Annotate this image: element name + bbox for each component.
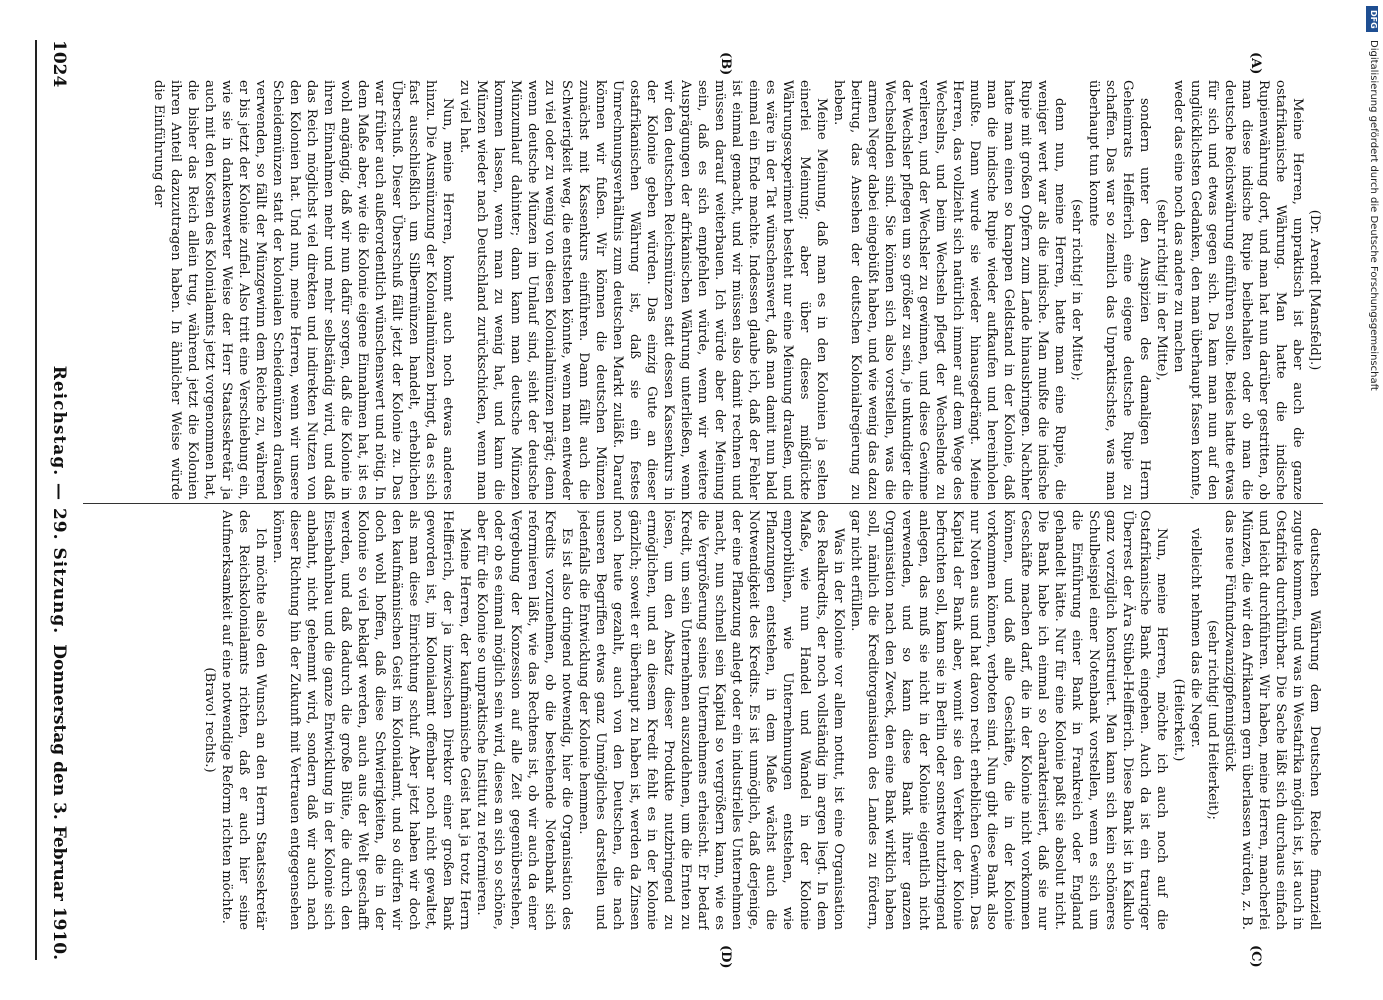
paragraph: vielleicht nehmen das die Neger.	[1188, 528, 1203, 748]
paragraph: Meine Herren, der kaufmännische Geist hat ja trotz Herrn Helfferich, der ja inzwischen Direktor einer großen Bank geworden ist, im Kolonialamt offenbar noch nicht gewaltet, als man diese Einrichtung schuf. Aber jetzt haben wir doch den kaufmännischen Geist im Kolonialamt, und so dürfen wir doch wohl hoffen, daß diese Schwierigkeiten, die in der Kolonie so viel beklagt werden, auch aus der Welt geschafft werden, und daß dadurch die große Blüte, die durch den Eisenbahnbau und die ganze Entwicklung in der Kolonie sich anbahnt, nicht gehemmt wird, sondern daß wir auch nach dieser Richtung hin der Zukunft mit Vertrauen entgegensehen können.	[270, 510, 472, 930]
session-date: Donnerstag den 3. Februar 1910.	[49, 644, 69, 960]
margin-label-d: (D)	[718, 945, 733, 969]
digitization-credit: Digitalisierung gefördert durch die Deutsche Forschungsgemeinschaft	[1368, 40, 1379, 391]
column-divider	[83, 503, 1323, 504]
speaker-line: (Dr. Arendt [Mansfeld].)	[1307, 209, 1322, 371]
interjection: (Heiterkeit.)	[1171, 678, 1186, 762]
left-column	[83, 80, 1323, 500]
header-rule	[35, 40, 37, 960]
page-number: 1024	[49, 40, 69, 88]
paragraph: Was in der Kolonie vor allem nottut, ist eine Organisation des Realkredits, der noch vollständig im argen liegt. In dem Maße, wie nun Handel und Wandel in der Kolonie emporblühen, wie Unternehmungen entstehen, wie Pflanzungen entstehen, in dem Maße wächst auch die Notwendigkeit des Kredits. Es ist unmöglich, daß derjenige, der eine Pflanzung anlegt oder ein industrielles Unternehmen macht, nun schnell sein Kapital so vergrößern kann, wie es die Vergrößerung seines Unternehmens erheischt. Er bedarf Kredit, um sein Unternehmen auszudehnen, um die Ernten zu lösen, um den Absatz dieser Produkte nutzbringend zu ermöglichen, und an diesem Kredit fehlt es in der Kolonie gänzlich; soweit er überhaupt zu haben ist, werden da Zinsen noch heute gezahlt, auch von den Deutschen, die nach unseren Begriffen etwas ganz Unmögliches darstellen und jedenfalls die Entwicklung der Kolonie hemmen.	[576, 510, 846, 930]
right-column	[83, 510, 1323, 930]
paragraph: sondern unter den Auspizien des damaligen Herrn Geheimrats Helfferich eine eigene deutsche Rupie zu schaffen. Das war so ziemlich das Unpraktischste, was man überhaupt tun konnte	[1086, 80, 1152, 500]
interjection: (sehr richtig! in der Mitte),	[1154, 199, 1169, 381]
paragraph: Meine Herren, unpraktisch ist aber auch die ganze ostafrikanische Währung. Man hatte die indische Rupienwährung dort, und man hat nun darüber gestritten, ob man diese indische Rupie beibehalten oder ob man die deutsche Reichswährung einführen sollte. Beides hatte etwas für sich und etwas gegen sich. Da kam man nun auf den unglücklichsten Gedanken, den man überhaupt fassen konnte, weder das eine noch das andere zu machen	[1171, 80, 1305, 500]
paragraph: Ich möchte also den Wunsch an den Herrn Staatssekretär des Reichskolonialamts richten, daß er auch hier seine Aufmerksamkeit auf eine notwendige Reform richten möchte.	[219, 510, 268, 930]
interjection: (Bravo! rechts.)	[202, 667, 217, 773]
paragraph: deutschen Währung dem Deutschen Reiche finanziell zugute kommen, und was in Westafrika möglich ist, ist auch in Ostafrika durchführbar. Die Sache läßt sich durchaus einfach und leicht durchführen. Wir haben, meine Herren, mancherlei Münzen, die wir den Afrikanern gern überlassen würden, z. B. das neue Fünfundzwanzigpfennigstück	[1222, 510, 1322, 930]
margin-label-b: (B)	[718, 52, 733, 76]
paragraph: Es ist also dringend notwendig, hier die Organisation des Kredits vorzunehmen, ob die bestehende Notenbank sich reformieren läßt, wie das Rechtens ist, ob wir auch da einer Vergebung der Konzession auf alle Zeit gegenüberstehen, oder ob es einmal möglich sein wird, dieses an sich so schöne, aber für die Kolonie so unpraktische Institut zu reformieren.	[474, 510, 574, 930]
paragraph: Meine Meinung, daß man es in den Kolonien ja selten einerlei Meinung; aber über dieses mißglückte Währungsexperiment besteht nur eine Meinung draußen, und es wäre in der Tat wünschenswert, daß man damit nun bald einmal ein Ende machte. Indessen glaube ich, daß der Fehler ist einmal gemacht, und wir müssen also damit rechnen und müssen darauf weiterbauen. Ich würde aber der Meinung sein, daß es sich empfehlen würde, wenn wir weitere Ausprägungen der afrikanischen Währung unterließen, wenn wir den deutschen Reichsmünzen statt dessen Kassenkurs in der Kolonie geben würden. Das einzig Gute an dieser ostafrikanischen Währung ist, daß sie ein festes Umrechnungsverhältnis zum deutschen Markt zuläßt. Darauf können wir fußen. Wir können die deutschen Münzen zunächst mit Kassenkurs einführen. Dann fällt auch die Schwierigkeit weg, die entstehen könnte, wenn man entweder zu viel oder zu wenig von diesen Kolonialmünzen prägt; denn wenn deutsche Münzen im Umlauf sind, sieht der deutsche Münzumlauf dahinter; dann kann man deutsche Münzen kommen lassen, wenn man zu wenig hat, und kann die Münzen wieder nach Deutschland zurückschicken, wenn man zu viel hat.	[457, 80, 829, 500]
session-title: Reichstag. — 29. Sitzung.	[49, 365, 69, 635]
margin-label-a: (A)	[1248, 52, 1263, 75]
margin-label-c: (C)	[1248, 945, 1263, 968]
paragraph: Nun, meine Herren, möchte ich auch noch auf die Ostafrikanische Bank eingehen. Auch da ist ein trauriger Überrest der Ära Stübel-Helfferich. Diese Bank ist in Kalkulo ganz vorzüglich konstruiert. Man kann sich kein schöneres Schulbeispiel einer Notenbank vorstellen, wenn es sich um die Einführung einer Bank in Frankreich oder England gehandelt hätte. Nur für eine Kolonie paßt sie absolut nicht. Die Bank habe ich einmal so charakterisiert, daß sie nur Geschäfte machen darf, die in der Kolonie nicht vorkommen können, und daß alle Geschäfte, die in der Kolonie vorkommen können, verboten sind. Nun gibt diese Bank also nur Noten aus und hat davon recht erheblichen Gewinn. Das Kapital der Bank aber, womit sie den Verkehr der Kolonie befruchten soll, kann sie in Berlin oder sonstwo nutzbringend anlegen, das muß sie nicht in der Kolonie eigentlich nicht verwenden, und so kann diese Bank ihrer ganzen Organisation nach den Zweck, den eine Bank wirklich haben soll, nämlich die Kreditorganisation des Landes zu fördern, gar nicht erfüllen.	[848, 510, 1169, 930]
paragraph: Nun, meine Herren, kommt auch noch etwas anderes hinzu. Die Ausmünzung der Kolonialmünzen bringt, da es sich fast ausschließlich um Silbermünzen handelt, erheblichen Überschuß. Dieser Überschuß fällt jetzt der Kolonie zu. Das war früher auch außerordentlich wünschenswert und nötig. In dem Maße aber, wie die Kolonie eigene Einnahmen hat, ist es wohl angängig, daß wir nun dafür sorgen, daß die Kolonie in ihren Einnahmen mehr und mehr selbständig wird, und daß das Reich möglichst viel direkten und indirekten Nutzen von den Kolonien hat. Und nun, meine Herren, wenn wir unsere Scheidemünzen statt der kolonialen Scheidemünzen draußen verwenden, so fällt der Münzgewinn dem Reiche zu, während er bis jetzt der Kolonie zufiel. Also tritt eine Verschiebung ein, wie sie in dankenswerter Weise der Herr Staatssekretär ja auch mit den Kosten des Kolonialamts jetzt vorgenommen hat, die bisher das Reich allein trug, während jetzt die Kolonien ihren Anteil dazuzutragen haben. In ähnlicher Weise würde die Einführung der	[151, 80, 455, 500]
running-header	[41, 40, 69, 960]
interjection: (sehr richtig! in der Mitte);	[1069, 199, 1084, 381]
dfg-logo-icon: DFG	[1366, 6, 1378, 32]
paragraph: denn nun, meine Herren, hatte man eine Rupie, die weniger wert war als die indische. Man mußte die indische Rupie mit großen Opfern zum Lande hinausbringen. Nachher hatte man einen so knappen Geldstand in der Kolonie, daß man die indische Rupie wieder aufkaufen und hereinholen mußte. Dann wurde sie wieder hinausgedrängt. Meine Herren, das vollzieht sich natürlich immer auf dem Wege des Wechselns, und beim Wechseln pflegt der Wechselnde zu verlieren, und der Wechsler zu gewinnen, und diese Gewinne der Wechsler pflegen um so größer zu sein, je unkundiger die Wechselnden sind. Sie können sich also vorstellen, was die armen Neger dabei eingebüßt haben, und wie wenig das dazu beitrug, das Ansehen der deutschen Kolonialregierung zu heben.	[831, 80, 1067, 500]
interjection: (sehr richtig! und Heiterkeit);	[1205, 619, 1220, 820]
